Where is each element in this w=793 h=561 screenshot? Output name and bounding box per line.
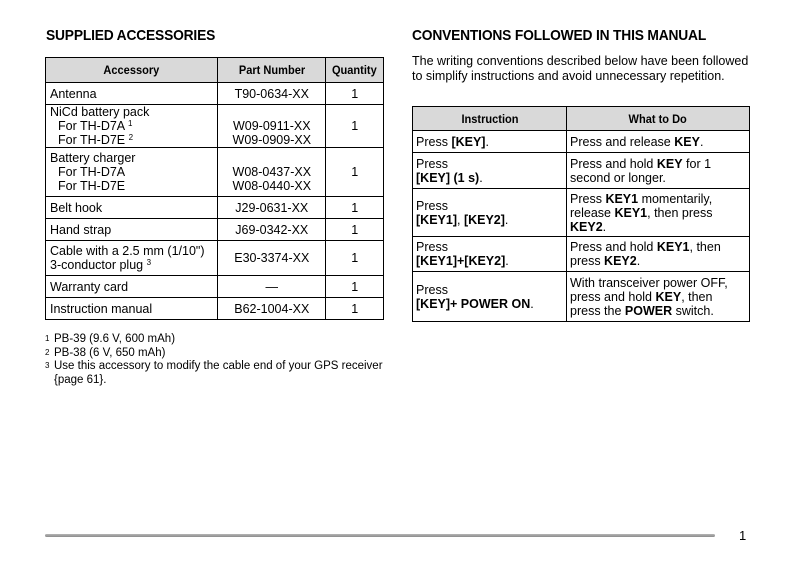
conventions-heading: CONVENTIONS FOLLOWED IN THIS MANUAL <box>412 27 707 44</box>
column-header-quantity: Quantity <box>326 58 384 83</box>
what-to-do-cell <box>567 272 750 322</box>
footnote-marker: 1 <box>127 119 133 128</box>
part-number-cell <box>218 241 326 276</box>
accessory-name: Instruction manual <box>50 301 153 316</box>
column-header-what-to-do: What to Do <box>567 107 750 131</box>
accessory-variant: For TH-D7E <box>58 133 126 147</box>
what-to-do-text: KEY1 <box>656 240 690 254</box>
conventions-table <box>412 106 750 322</box>
accessory-name: Belt hook <box>50 200 103 215</box>
conventions-intro: The writing conventions described below have been followed to simplify instructions and avoid unnecessary repetition. <box>412 54 749 83</box>
column-header-part-number: Part Number <box>218 58 326 83</box>
instruction-text: [KEY]+ POWER ON <box>416 296 531 311</box>
accessory-name-cell <box>46 276 218 298</box>
supplied-accessories-heading: SUPPLIED ACCESSORIES <box>46 27 216 44</box>
accessory-name-cell <box>46 148 218 197</box>
what-to-do-text: , then press <box>570 240 721 268</box>
instruction-text: . <box>485 134 489 149</box>
accessory-row <box>46 219 384 241</box>
accessory-name-cell <box>46 298 218 320</box>
footnote-marker: 3 <box>146 258 152 267</box>
what-to-do-text: switch. <box>672 303 714 318</box>
part-number-cell <box>218 219 326 241</box>
accessory-name: Warranty card <box>50 279 129 294</box>
what-to-do-text: KEY <box>674 134 700 149</box>
part-number-cell <box>218 148 326 197</box>
convention-row <box>413 272 750 322</box>
instruction-text: . <box>504 212 509 227</box>
instruction-cell <box>413 153 567 189</box>
accessory-row <box>46 83 384 105</box>
what-to-do-text: . <box>636 254 641 268</box>
footnote-text: PB-39 (9.6 V, 600 mAh) <box>54 333 176 345</box>
instruction-press: Press <box>416 156 448 171</box>
accessory-row <box>46 197 384 219</box>
accessories-table-body <box>46 83 384 320</box>
part-number: W08-0437-XX <box>232 165 312 179</box>
quantity-cell: 1 <box>326 83 384 105</box>
footnote-text: Use this accessory to modify the cable end of your GPS receiver {page 61}. <box>54 360 383 386</box>
instruction-press: Press <box>416 198 448 213</box>
instruction-cell <box>413 272 567 322</box>
what-to-do-text: for 1 second or longer. <box>570 156 712 185</box>
what-to-do-text: POWER <box>624 303 673 318</box>
accessory-name: Cable with a 2.5 mm (1/10") <box>50 244 205 258</box>
part-number: E30-3374-XX <box>234 251 310 265</box>
what-to-do-text: KEY2 <box>570 219 603 234</box>
instruction-cell <box>413 237 567 272</box>
what-to-do-cell <box>567 237 750 272</box>
quantity-cell: 1 <box>326 219 384 241</box>
part-number: — <box>265 279 279 294</box>
accessory-row <box>46 276 384 298</box>
accessory-name-cell <box>46 197 218 219</box>
instruction-text: [KEY] <box>451 134 486 149</box>
part-number: B62-1004-XX <box>234 301 310 316</box>
accessory-name: NiCd battery pack <box>50 105 150 119</box>
accessory-row <box>46 298 384 320</box>
accessory-name-cell <box>46 105 218 148</box>
what-to-do-text: , then press <box>647 205 713 220</box>
instruction-cell <box>413 189 567 237</box>
footnotes <box>45 333 385 387</box>
instruction-text: [KEY] (1 s) <box>416 170 480 185</box>
convention-row <box>413 189 750 237</box>
column-header-accessory: Accessory <box>46 58 218 83</box>
instruction-text: [KEY2] <box>463 212 505 227</box>
quantity-cell: 1 <box>326 276 384 298</box>
what-to-do-text: With transceiver power OFF, press and hold <box>570 275 728 304</box>
convention-row <box>413 237 750 272</box>
what-to-do-cell <box>567 153 750 189</box>
part-number: W09-0911-XX <box>232 119 311 133</box>
instruction-press: Press <box>416 240 448 254</box>
what-to-do-text: KEY1 <box>605 191 639 206</box>
part-number: T90-0634-XX <box>234 86 309 101</box>
footnote-text: PB-38 (6 V, 650 mAh) <box>54 346 166 359</box>
what-to-do-text: momentarily, release <box>570 191 713 220</box>
what-to-do-text: Press and hold <box>570 240 657 254</box>
part-number-cell <box>218 83 326 105</box>
what-to-do-text: Press <box>570 191 606 206</box>
instruction-cell <box>413 131 567 153</box>
quantity-cell: 1 <box>326 197 384 219</box>
part-number-cell <box>218 298 326 320</box>
accessory-name: Battery charger <box>50 151 136 165</box>
quantity-cell: 1 <box>326 148 384 197</box>
what-to-do-text: , then press the <box>570 289 713 318</box>
part-number: W09-0909-XX <box>232 133 312 147</box>
part-number-cell <box>218 197 326 219</box>
convention-row <box>413 153 750 189</box>
what-to-do-text: KEY <box>656 156 683 171</box>
what-to-do-text: . <box>602 219 607 234</box>
accessory-variant: For TH-D7E <box>58 179 126 193</box>
footnote <box>45 347 385 361</box>
footer-rule <box>45 534 715 537</box>
instruction-text: . <box>505 254 509 268</box>
what-to-do-text: Press and hold <box>570 156 657 171</box>
convention-row <box>413 131 750 153</box>
footnote-mark: 3 <box>45 361 50 370</box>
instruction-text: [KEY1]+[KEY2] <box>416 254 506 268</box>
footnote-mark: 1 <box>45 334 50 343</box>
what-to-do-text: KEY1 <box>614 205 648 220</box>
instruction-press: Press <box>416 282 448 297</box>
accessory-variant: For TH-D7A <box>58 119 125 133</box>
quantity-cell: 1 <box>326 241 384 276</box>
quantity-cell: 1 <box>326 105 384 148</box>
conventions-table-body <box>413 131 750 322</box>
footnote-marker: 2 <box>128 133 134 142</box>
footnote <box>45 360 385 387</box>
what-to-do-text: . <box>699 134 704 149</box>
instruction-text: , <box>456 212 464 227</box>
accessory-name: Antenna <box>50 86 97 101</box>
page-number: 1 <box>739 528 747 543</box>
part-number: W08-0440-XX <box>232 179 312 193</box>
part-number-cell <box>218 276 326 298</box>
accessory-name: Hand strap <box>50 222 112 237</box>
what-to-do-cell <box>567 189 750 237</box>
column-header-instruction: Instruction <box>413 107 567 131</box>
instruction-text: . <box>479 170 483 185</box>
accessory-name-cell <box>46 83 218 105</box>
quantity-cell: 1 <box>326 298 384 320</box>
accessory-name-cell <box>46 241 218 276</box>
accessory-row <box>46 105 384 148</box>
accessory-name-cell <box>46 219 218 241</box>
part-number: J69-0342-XX <box>235 222 309 237</box>
accessory-row <box>46 148 384 197</box>
part-number-cell <box>218 105 326 148</box>
instruction-text: [KEY1] <box>416 212 457 227</box>
what-to-do-text: KEY <box>655 289 682 304</box>
instruction-text: . <box>530 296 534 311</box>
what-to-do-cell <box>567 131 750 153</box>
instruction-text: Press <box>416 134 452 149</box>
footnote-mark: 2 <box>45 347 50 357</box>
accessory-row <box>46 241 384 276</box>
what-to-do-text: KEY2 <box>604 254 637 268</box>
accessory-variant: For TH-D7A <box>58 165 126 179</box>
accessories-table <box>45 57 384 320</box>
part-number: J29-0631-XX <box>235 200 309 215</box>
what-to-do-text: Press and release <box>570 134 675 149</box>
accessory-name-line2: 3-conductor plug <box>50 258 144 272</box>
footnote <box>45 333 385 347</box>
